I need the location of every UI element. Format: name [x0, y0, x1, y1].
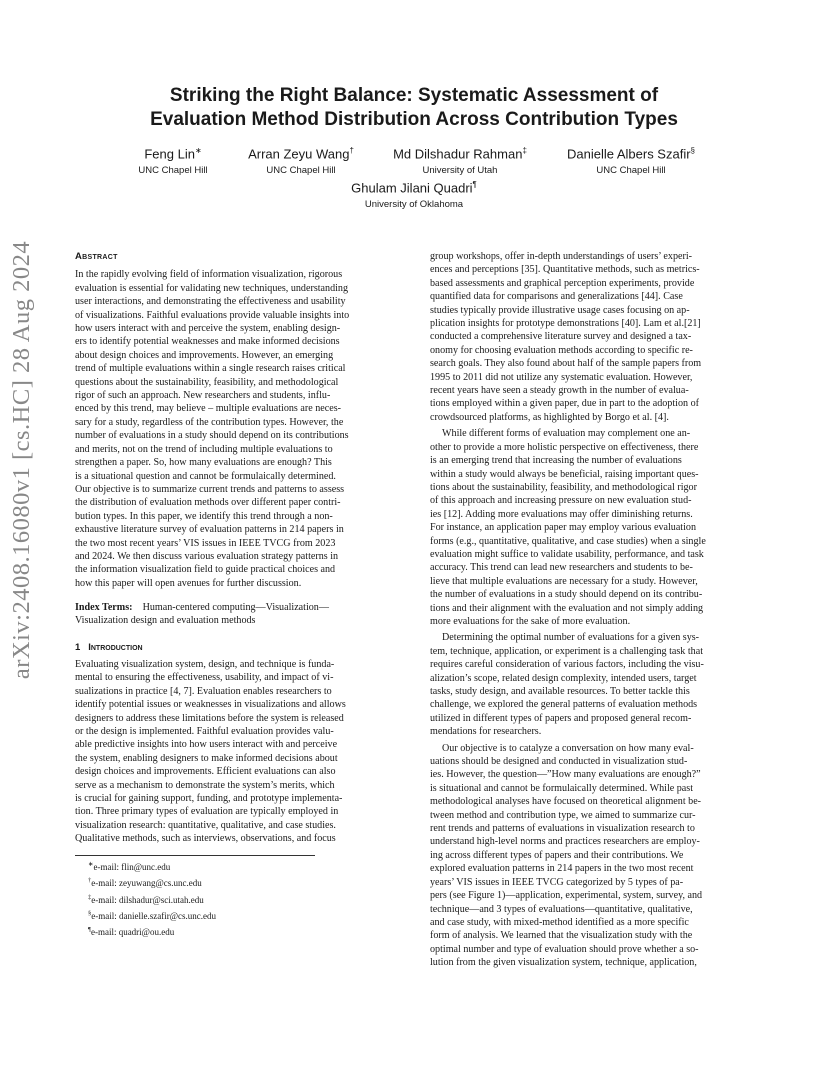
text-line: and case study, with mixed-method identified as a more specific	[430, 916, 689, 928]
arxiv-stamp-text: arXiv:2408.16080v1 [cs.HC] 28 Aug 2024	[8, 240, 35, 680]
text-line: 1995 to 2011 did not utilize any systematic evaluation. However,	[430, 371, 693, 383]
text-line: While different forms of evaluation may complement one an-	[442, 428, 691, 440]
text-line: ies [12]. Adding more evaluations may offer diminishing returns.	[430, 508, 693, 520]
text-line: onomy for choosing evaluation methods according to specific re-	[430, 344, 693, 356]
footnote-email: e-mail: flin@unc.edu	[93, 862, 171, 872]
text-line: tion. Three primary types of evaluation are typically employed in	[75, 806, 339, 818]
text-line: sualizations in practice [4, 7]. Evaluation enables researchers to	[75, 685, 332, 697]
text-line: trend of multiple evaluations within a single research raises critical	[75, 363, 346, 375]
text-line: recent years have seen a steady growth in the number of evalua-	[430, 385, 689, 397]
text-line: the number of evaluations in a study should depend on its contribu-	[430, 589, 703, 601]
author-block	[531, 143, 731, 177]
text-line: In the rapidly evolving field of information visualization, rigorous	[75, 269, 343, 281]
section-number: 1	[75, 642, 81, 653]
text-line: is an emerging trend that increasing the number of evaluations	[430, 455, 682, 467]
author-name: Arran Zeyu Wang	[248, 146, 350, 162]
text-line: ies. However, the question—”How many evaluations are enough?”	[430, 769, 701, 781]
author-mark: ‡	[522, 146, 527, 155]
footnote-email: e-mail: quadri@ou.edu	[90, 927, 175, 938]
paragraph	[430, 427, 756, 628]
text-line: tasks, study design, and available resources. To better tackle this	[430, 686, 690, 697]
text-line: utilized in different types of papers and proposed general recom-	[430, 712, 692, 724]
footnote	[88, 858, 216, 874]
text-line: form of analysis. We learned that the visualization study with the	[430, 930, 693, 942]
text-line: group workshops, offer in-depth understandings of users’ experi-	[430, 251, 693, 262]
author-name: Danielle Albers Szafir	[566, 146, 691, 162]
text-line: Our objective is to summarize current trends and patterns to assess	[75, 483, 345, 495]
footnote-mark: †	[88, 877, 92, 885]
paragraph	[430, 631, 756, 738]
text-line: studies typically provide illustrative usage cases focusing on ap-	[430, 304, 690, 316]
footnote-mark: ‡	[88, 893, 92, 901]
text-line: the two most recent years’ VIS issues in IEEE TVCG from 2023	[75, 537, 336, 549]
text-line: ences and perceptions [35]. Quantitative methods, such as metrics-	[430, 264, 700, 276]
footnote	[88, 923, 216, 939]
author-affiliation: University of Oklahoma	[364, 199, 464, 211]
author-affiliation: UNC Chapel Hill	[138, 165, 208, 177]
author-mark: §	[690, 146, 695, 155]
text-line: ers to identify potential weaknesses and make informed decisions	[75, 336, 340, 348]
author-block	[360, 143, 560, 177]
abstract-section	[75, 250, 397, 590]
footnote	[88, 891, 216, 907]
author-name: Ghulam Jilani Quadri	[351, 180, 473, 196]
intro-body	[75, 658, 397, 846]
author-affiliation: UNC Chapel Hill	[596, 165, 666, 177]
text-line: of visualizations. Faithful evaluations provide valuable insights into	[75, 309, 350, 321]
text-line: visualization research: quantitative, qualitative, and case studies.	[75, 819, 336, 831]
text-line: lution from the given visualization system, technique, application,	[430, 957, 697, 969]
text-line: conducted a comprehensive literature survey and designed a tax-	[430, 331, 692, 343]
text-line: exhaustive literature survey of evaluation patterns in 214 papers in	[75, 524, 344, 536]
footnote-mark: ∗	[88, 861, 94, 868]
text-line: the distribution of evaluation methods over different paper contri-	[75, 497, 341, 509]
text-line: tween method and contribution type, we aimed to summarize cur-	[430, 809, 696, 821]
abstract-body	[75, 268, 397, 590]
text-line: tem, technique, application, or experiment is a challenging task that	[430, 645, 704, 657]
text-line: accuracy. This trend can lead new researchers and students to be-	[430, 562, 693, 574]
text-line: about design choices and improvements. However, an emerging	[75, 349, 334, 361]
text-line: enced by this trend, may believe – multiple evaluations are neces-	[75, 403, 341, 415]
author-affiliation: UNC Chapel Hill	[266, 165, 336, 177]
text-line: based assessments and graphical perception experiments, provide	[430, 277, 695, 289]
text-line: explored evaluation patterns in 214 papers in the two most recent	[430, 863, 694, 875]
right-column	[430, 250, 756, 970]
text-line: ing across different types of papers and their contributions. We	[430, 849, 684, 861]
text-line: crowdsourced platforms, as highlighted by Borgo et al. [4].	[430, 411, 669, 423]
text-line: evaluation might suffice to validate usability, performance, and task	[430, 548, 704, 560]
title-line-2: Evaluation Method Distribution Across Contribution Types	[150, 109, 678, 130]
footnote-email: e-mail: danielle.szafir@cs.unc.edu	[91, 910, 216, 921]
text-line: identify potential issues or weaknesses in visualizations and allows	[75, 699, 346, 711]
author-name: Md Dilshadur Rahman	[393, 146, 523, 162]
author-mark: †	[349, 146, 354, 155]
text-line: tions and their alignment with the evaluation and not simply adding	[430, 602, 704, 614]
text-line: Qualitative methods, such as interviews, observations, and focus	[75, 833, 336, 845]
text-line: For instance, an application paper may employ various evaluation	[430, 522, 697, 534]
text-line: tions about the sustainability, feasibility, and methodological rigor	[430, 481, 697, 493]
text-line: serve as a mechanism to demonstrate the system’s merits, which	[75, 779, 335, 791]
text-line: of this approach and increasing pressure on new evaluation stud-	[430, 495, 692, 507]
index-terms	[75, 601, 397, 628]
title-line-1: Striking the Right Balance: Systematic Assessment of	[169, 85, 659, 106]
text-line: questions about the sustainability, feasibility, and methodological	[75, 376, 339, 388]
text-line: pers (see Figure 1)—application, experimental, system, survey, and	[430, 890, 703, 902]
text-line: within a study would always be beneficial, raising important ques-	[430, 468, 699, 480]
author-mark: ∗	[194, 146, 202, 155]
text-line: rigor of such an approach. New researchers and students, influ-	[75, 390, 331, 402]
text-line: years’ VIS issues in IEEE TVCG categorized by 5 types of pa-	[430, 876, 684, 888]
index-terms-text-2: Visualization design and evaluation methods	[75, 615, 256, 627]
text-line: sary for a study, regardless of the contribution types. However, the	[75, 416, 344, 428]
text-line: forms (e.g., quantitative, qualitative, and case studies) when a single	[430, 535, 706, 547]
text-line: other to provide a more holistic perspective on effectiveness, there	[430, 441, 699, 453]
text-line: alization’s scope, related design complexity, intended users, target	[430, 672, 697, 684]
author-name: Feng Lin	[144, 146, 195, 162]
text-line: lieve that multiple evaluations are necessary for a study. However,	[430, 575, 698, 587]
text-line: or the design is implemented. Faithful evaluation provides valu-	[75, 726, 334, 738]
text-line: strengthen a paper. So, how many evaluations are enough? This	[75, 457, 332, 469]
paragraph	[430, 742, 756, 970]
author-block	[314, 177, 514, 211]
text-line: how this paper will open avenues for further discussion.	[75, 577, 302, 589]
text-line: Determining the optimal number of evaluations for a given sys-	[442, 632, 700, 644]
paper-title	[0, 84, 828, 132]
footnote-rule	[75, 855, 315, 856]
paragraph	[430, 250, 756, 424]
footnote	[88, 907, 216, 923]
text-line: user interactions, and demonstrating the effectiveness and usability	[75, 296, 346, 308]
text-line: optimal number and type of evaluation should prove whether a so-	[430, 943, 699, 955]
text-line: and merits, not on the trend of including multiple evaluations to	[75, 443, 333, 455]
footnote-mark: ¶	[88, 926, 91, 934]
text-line: designers to address these limitations before the system is released	[75, 712, 344, 724]
text-line: Our objective is to catalyze a conversation on how many eval-	[442, 742, 694, 754]
abstract-heading: Abstract	[75, 251, 118, 262]
text-line: is a situational question and cannot be formulaically determined.	[75, 470, 336, 482]
text-line: requires careful consideration of various factors, including the visu-	[430, 659, 704, 671]
text-line: methodological analyses have focused on theoretical alignment be-	[430, 796, 702, 808]
text-line: more evaluations for the sake of more evaluation.	[430, 615, 631, 627]
text-line: technique—and 3 types of evaluations—quantitative, qualitative,	[430, 903, 693, 915]
text-line: number of evaluations in a study should depend on its contributions	[75, 430, 349, 442]
intro-heading	[75, 642, 143, 653]
text-line: and 2024. We then discuss various evaluation strategy patterns in	[75, 550, 339, 562]
text-line: plication insights for prototype demonstrations [40]. Lam et al.[21]	[430, 318, 701, 330]
footnote-email: e-mail: zeyuwang@cs.unc.edu	[91, 878, 202, 889]
text-line: bution types. In this paper, we identify this trend through a non-	[75, 510, 333, 522]
text-line: uations should be designed and conducted in visualization stud-	[430, 756, 688, 768]
text-line: is situational and cannot be formulaically determined. While past	[430, 782, 694, 794]
text-line: evaluation is essential for validating new techniques, understanding	[75, 282, 349, 294]
text-line: mental to ensuring the effectiveness, usability, and impact of vi-	[75, 672, 334, 684]
text-line: tions employed within a given paper, due in part to the adoption of	[430, 398, 699, 410]
text-line: design choices and improvements. Efficient evaluations can also	[75, 766, 336, 778]
text-line: challenge, we explored the general patterns of evaluation methods	[430, 699, 698, 711]
footnote	[88, 874, 216, 890]
text-line: Evaluating visualization system, design, and technique is funda-	[75, 659, 335, 670]
index-terms-label: Index Terms:	[75, 602, 133, 613]
text-line: search goals. They also found about half of the sample papers from	[430, 358, 702, 370]
text-line: quantified data for comparisons and generalizations [44]. Case	[430, 291, 683, 303]
text-line: the information visualization field to guide practical choices and	[75, 564, 336, 576]
author-mark: ¶	[472, 180, 477, 189]
footnote-email: e-mail: dilshadur@sci.utah.edu	[91, 894, 204, 905]
text-line: is crucial for gaining support, funding, and prototype implementa-	[75, 793, 343, 805]
author-affiliation: University of Utah	[422, 165, 498, 177]
text-line: the system, enabling designers to make informed decisions about	[75, 752, 338, 764]
text-line: how users interact with and perceive the system, enabling design-	[75, 323, 341, 335]
footnote-mark: §	[88, 909, 92, 917]
footnotes	[88, 858, 216, 939]
text-line: able predictive insights into how users interact with and perceive	[75, 739, 338, 751]
index-terms-text: Human-centered computing—Visualization—	[142, 602, 329, 613]
section-title: Introduction	[88, 642, 143, 653]
text-line: mendations for researchers.	[430, 726, 542, 738]
text-line: understand high-level norms and practices researchers are employ-	[430, 836, 700, 848]
text-line: rent trends and patterns of evaluations in visualization research to	[430, 823, 695, 835]
